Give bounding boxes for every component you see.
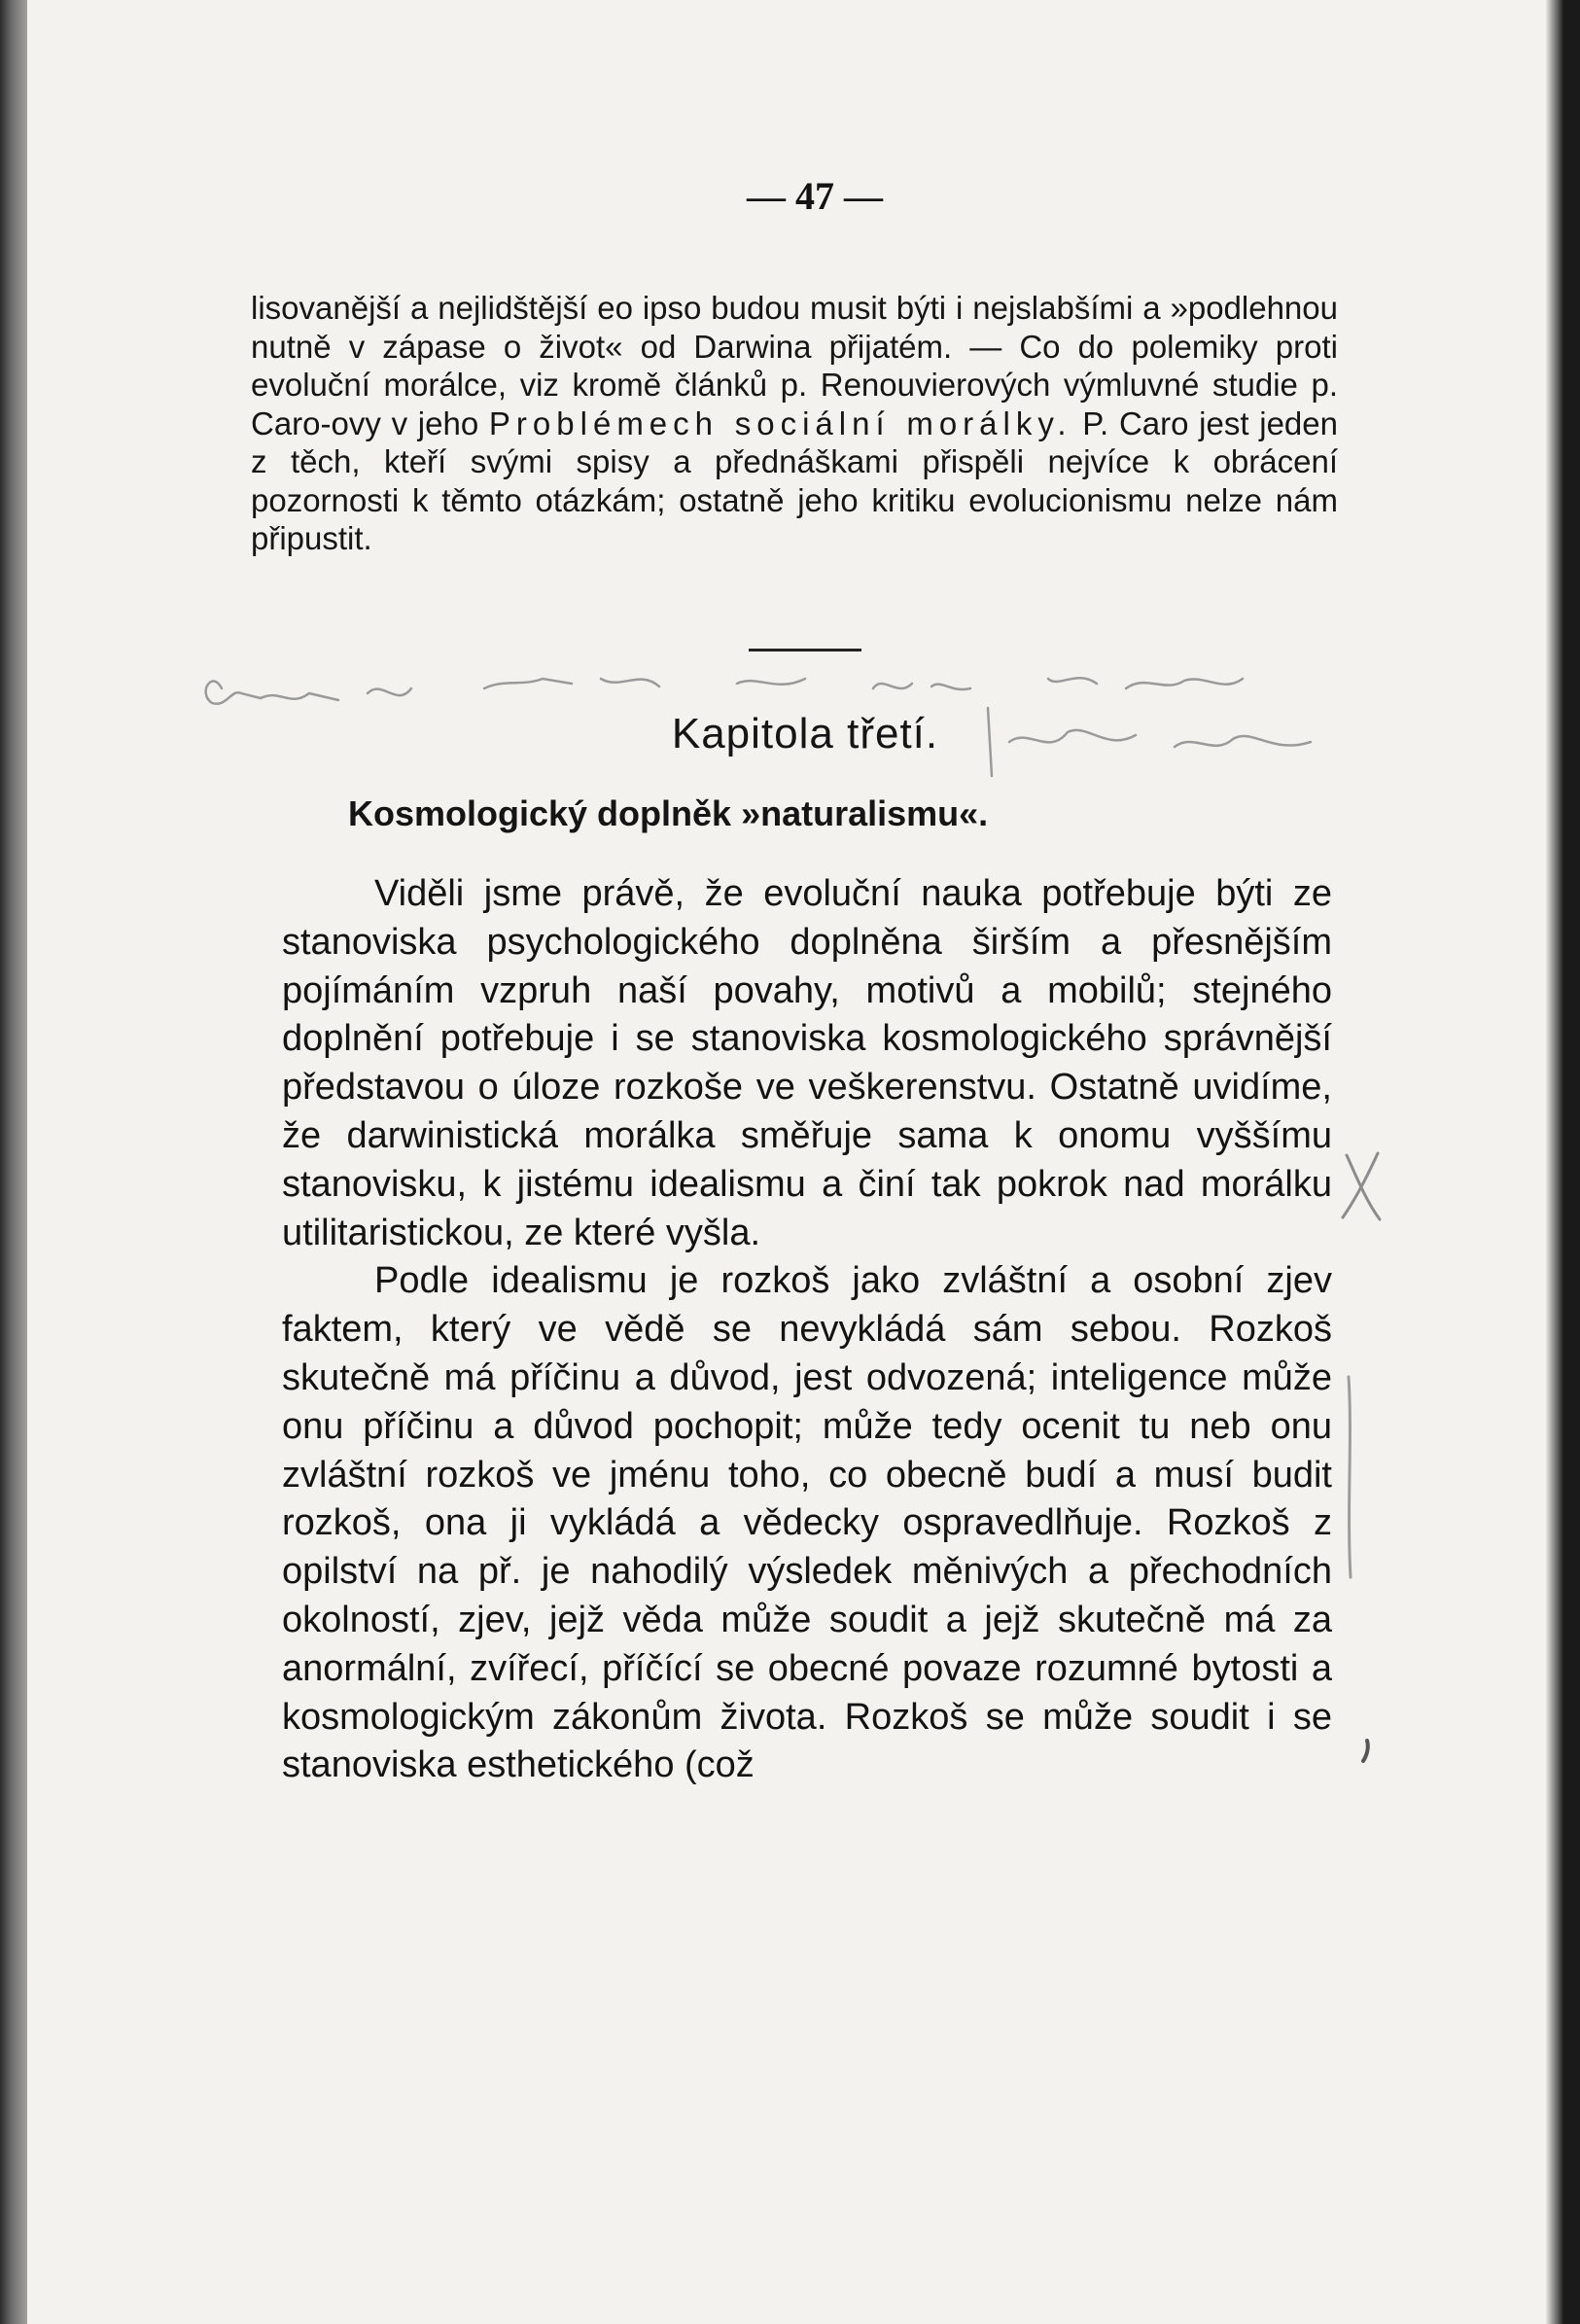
page-edge-shadow xyxy=(1546,0,1563,2324)
page-number: — 47 — xyxy=(747,174,883,218)
pencil-comma-mark xyxy=(1357,1736,1377,1765)
main-text xyxy=(282,870,1332,1790)
paragraph: Viděli jsme právě, že evoluční nauka potřebuje býti ze stanoviska psychologického doplněna širším a přesnějším pojímáním vzpruh naší povahy, motivů a mobilů; stejného doplnění potřebuje i se stanoviska kosmologického správnější představou o úloze rozkoše ve veškerenstvu. Ostatně uvidíme, že darwinistická morálka směřuje sama k onomu vyššímu stanovisku, k jistému idealismu a činí tak pokrok nad morálku utilitaristickou, ze které vyšla. xyxy=(282,873,1332,1253)
footnote-paragraph xyxy=(251,289,1338,558)
chapter-heading: Kapitola třetí. xyxy=(671,710,939,757)
pencil-margin-line xyxy=(1335,1371,1364,1585)
footnote-text-end: P. Caro jest jeden z těch, kteří svými spisy a přednáškami přispěli nejvíce k obrácení pozornosti k těmto otázkám; ostatně jeho kritiku evolucionismu nelze nám připustit. xyxy=(251,405,1338,556)
chapter-subtitle: Kosmologický doplněk »naturalismu«. xyxy=(348,793,989,833)
footnote-book-title: Problémech sociální morálky. xyxy=(488,405,1072,441)
pencil-x-mark xyxy=(1335,1147,1393,1225)
paragraph: Podle idealismu je rozkoš jako zvláštní a osobní zjev faktem, který ve vědě se nevykládá sám sebou. Rozkoš skutečně má příčinu a důvod, jest odvozená; inteligence může onu příčinu a důvod pochopit; může tedy ocenit tu neb onu zvláštní rozkoš ve jménu toho, co obecně budí a musí budit rozkoš, ona ji vykládá a vědecky ospravedlňuje. Rozkoš z opilství na př. je nahodilý výsledek měnivých a přechodních okolností, zjev, jejž věda může soudit a jejž skutečně má za anormální, zvířecí, příčící se obecné povaze rozumné bytosti a kosmologickým zákonům života. Rozkoš se může soudit i se stanoviska esthetického (což xyxy=(282,1260,1332,1786)
footnote-text-start: lisovanější a nejlidštější eo ipso budou musit býti i nejslabšími a »podlehnou nutně v zápase o život« od Darwina přijatém. — Co do polemiky proti evoluční morálce, viz kromě článků p. Renouvierových výmluvné studie p. Caro-ovy v jeho xyxy=(251,290,1338,441)
book-page xyxy=(27,0,1563,2324)
